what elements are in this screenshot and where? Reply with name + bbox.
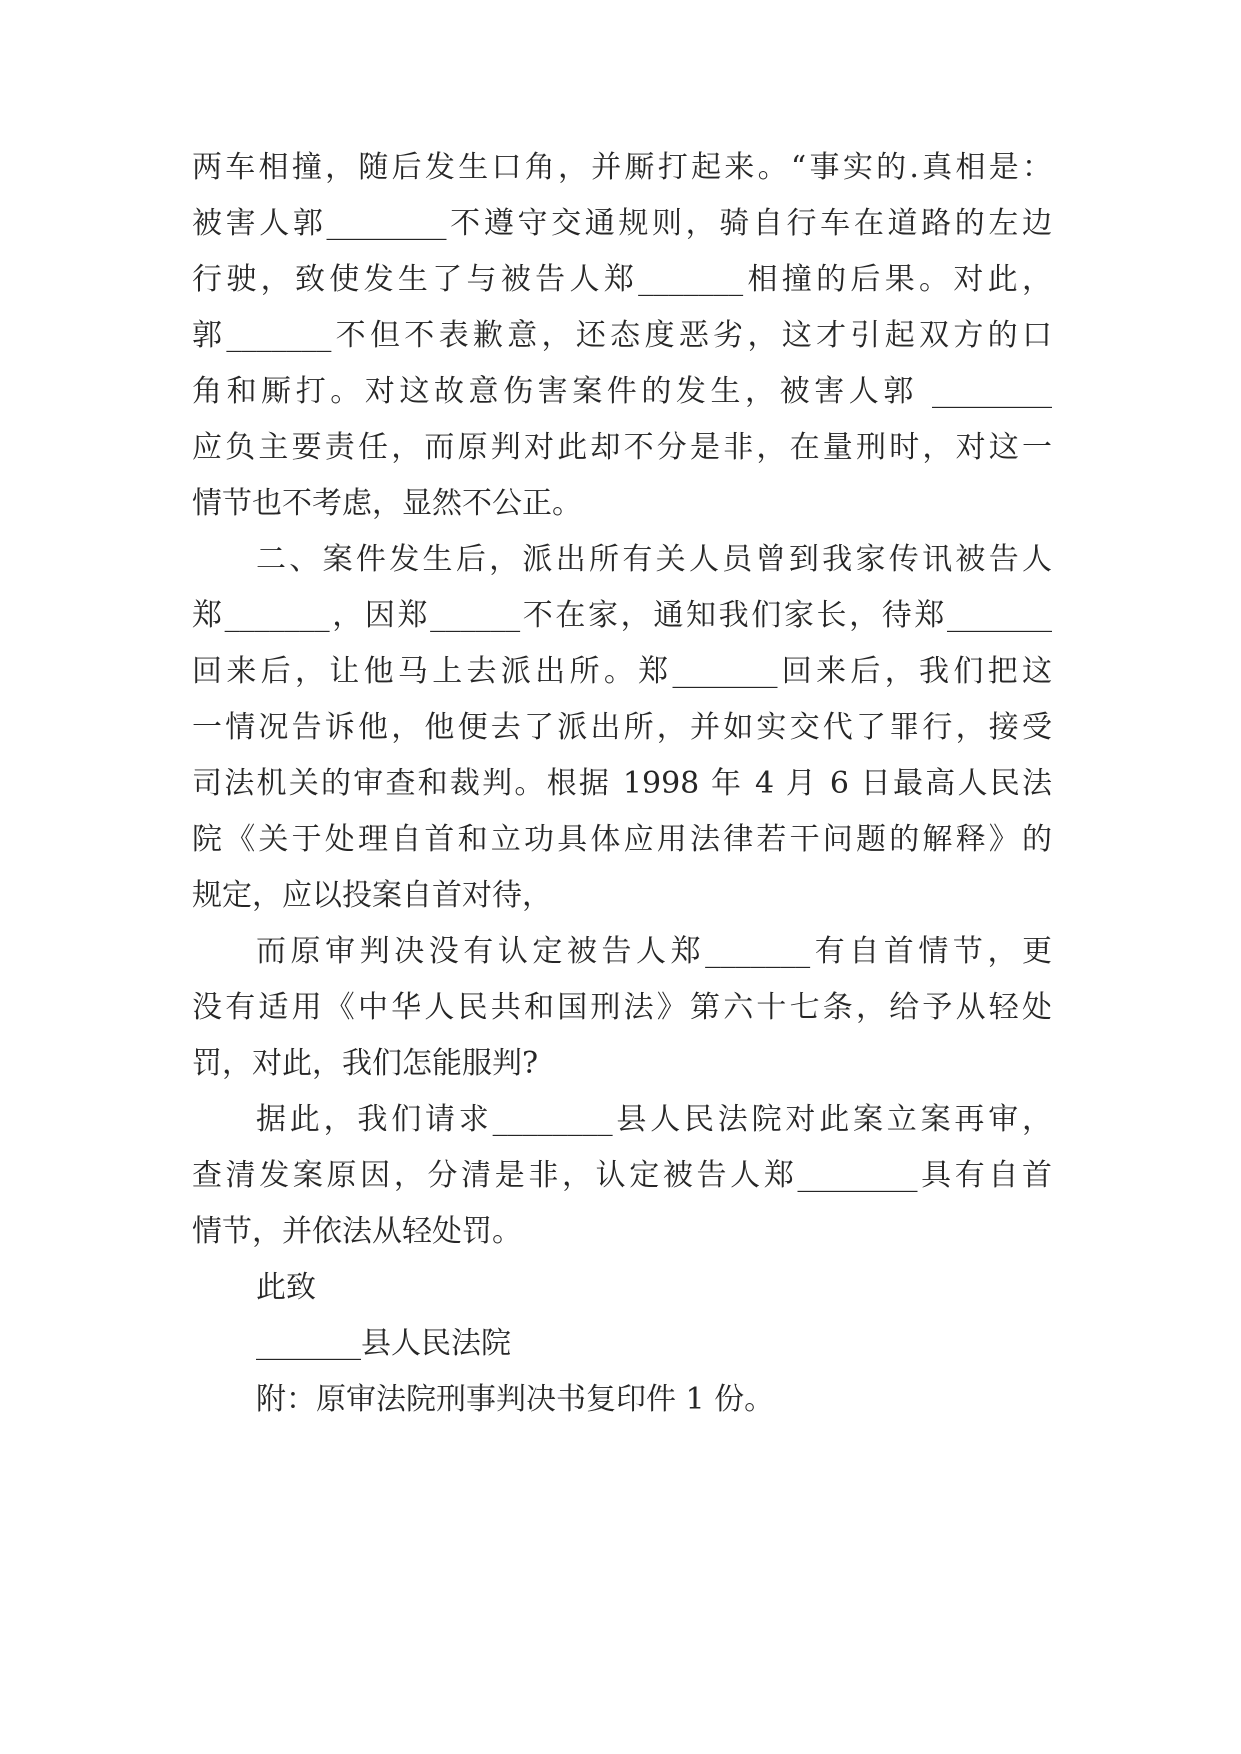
text-line: 被害人郭________不遵守交通规则，骑自行车在道路的左边 [192,206,1052,241]
text-line: 回来后，让他马上去派出所。郑_______回来后，我们把这 [192,654,1052,689]
paragraph-start-line: 据此，我们请求________县人民法院对此案立案再审， [256,1102,1052,1137]
text-line: 角和厮打。对这故意伤害案件的发生，被害人郭 ________ [192,374,1052,409]
text-line: 司法机关的审查和裁判。根据 1998 年 4 月 6 日最高人民法 [192,766,1052,801]
paragraph-start-line: 二、案件发生后，派出所有关人员曾到我家传讯被告人 [256,542,1052,577]
text-line: 一情况告诉他，他便去了派出所，并如实交代了罪行，接受 [192,710,1052,745]
text-line: 两车相撞，随后发生口角，并厮打起来。“事实的.真相是： [192,150,1052,185]
text-line: 院《关于处理自首和立功具体应用法律若干问题的解释》的 [192,822,1052,857]
paragraph-start-line: 而原审判决没有认定被告人郑_______有自首情节，更 [256,934,1052,969]
salutation: 此致 [256,1270,316,1305]
text-line: 情节，并依法从轻处罚。 [192,1214,522,1249]
attachment-note: 附：原审法院刑事判决书复印件 1 份。 [256,1382,775,1417]
text-line: 规定，应以投案自首对待， [192,878,552,913]
text-line: 郑_______，因郑______不在家，通知我们家长，待郑_______ [192,598,1052,633]
text-line: 查清发案原因，分清是非，认定被告人郑________具有自首 [192,1158,1052,1193]
recipient-court: _______县人民法院 [256,1326,511,1361]
text-line: 罚，对此，我们怎能服判? [192,1046,539,1081]
text-line: 行驶，致使发生了与被告人郑_______相撞的后果。对此， [192,262,1052,297]
text-line: 情节也不考虑，显然不公正。 [192,486,582,521]
text-line: 没有适用《中华人民共和国刑法》第六十七条，给予从轻处 [192,990,1052,1025]
text-line: 郭_______不但不表歉意，还态度恶劣，这才引起双方的口 [192,318,1052,353]
text-line: 应负主要责任，而原判对此却不分是非，在量刑时，对这一 [192,430,1052,465]
